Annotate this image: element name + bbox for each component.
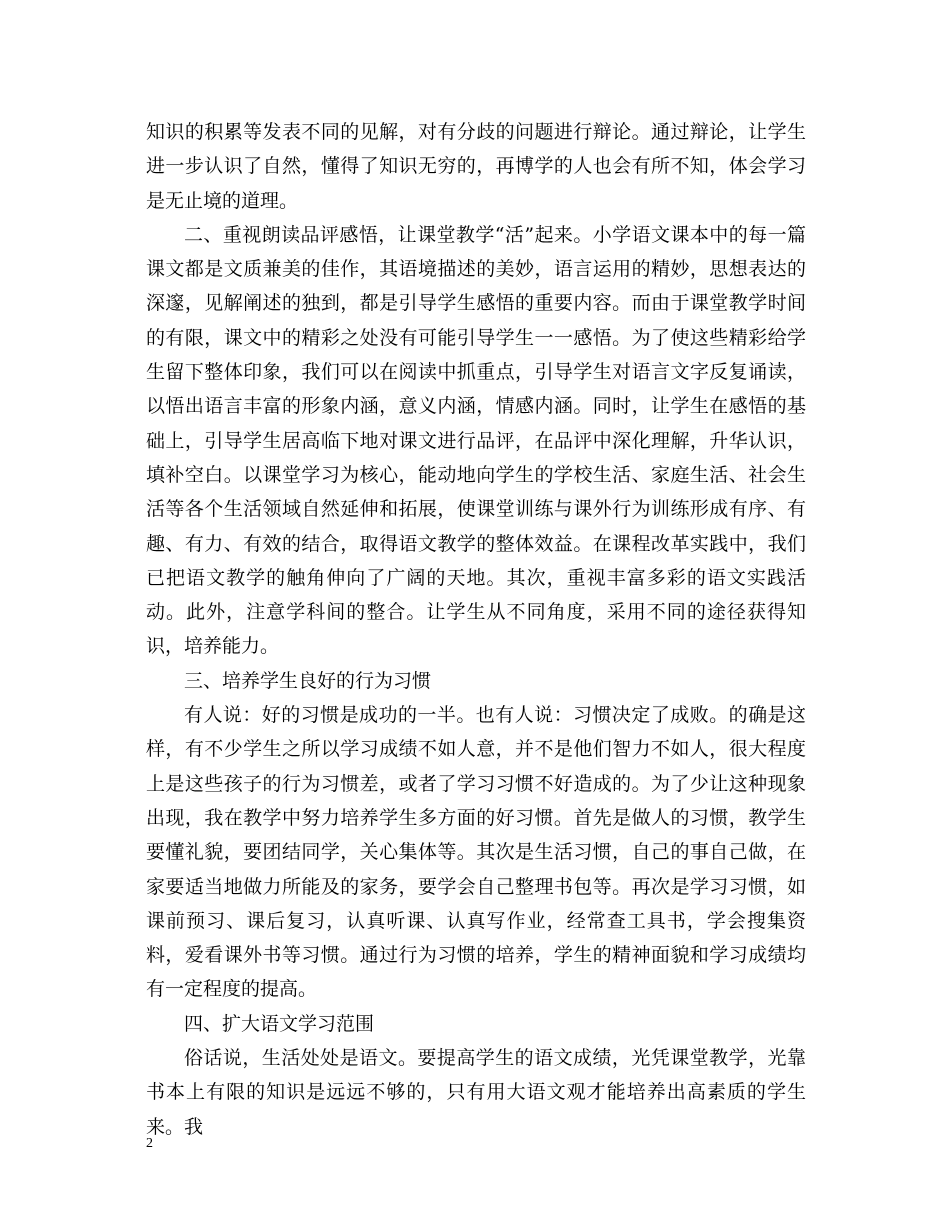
document-body bbox=[146, 115, 806, 1144]
paragraph-habits: 有人说：好的习惯是成功的一半。也有人说：习惯决定了成败。的确是这样，有不少学生之所以学习成绩不如人意，并不是他们智力不如人，很大程度上是这些孩子的行为习惯差，或者了学习习惯不好造成的。为了少让这种现象出现，我在教学中努力培养学生多方面的好习惯。首先是做人的习惯，教学生要懂礼貌，要团结同学，关心集体等。其次是生活习惯，自己的事自己做，在家要适当地做力所能及的家务，要学会自己整理书包等。再次是学习习惯，如课前预习、课后复习，认真听课、认真写作业，经常查工具书，学会搜集资料，爱看课外书等习惯。通过行为习惯的培养，学生的精神面貌和学习成绩均有一定程度的提高。 bbox=[146, 704, 806, 1001]
paragraph-continuation: 知识的积累等发表不同的见解，对有分歧的问题进行辩论。通过辩论，让学生进一步认识了自然，懂得了知识无穷的，再博学的人也会有所不知，体会学习是无止境的道理。 bbox=[146, 121, 806, 212]
paragraph-section-two: 二、重视朗读品评感悟，让课堂教学“活”起来。小学语文课本中的每一篇课文都是文质兼美的佳作，其语境描述的美妙，语言运用的精妙，思想表达的深邃，见解阐述的独到，都是引导学生感悟的重要内容。而由于课堂教学时间的有限，课文中的精彩之处没有可能引导学生一一感悟。为了使这些精彩给学生留下整体印象，我们可以在阅读中抓重点，引导学生对语言文字反复诵读，以悟出语言丰富的形象内涵，意义内涵，情感内涵。同时，让学生在感悟的基础上，引导学生居高临下地对课文进行品评，在品评中深化理解，升华认识，填补空白。以课堂学习为核心，能动地向学生的学校生活、家庭生活、社会生活等各个生活领域自然延伸和拓展，使课堂训练与课外行为训练形成有序、有趣、有力、有效的结合，取得语文教学的整体效益。在课程改革实践中，我们已把语文教学的触角伸向了广阔的天地。其次，重视丰富多彩的语文实践活动。此外，注意学科间的整合。让学生从不同角度，采用不同的途径获得知识，培养能力。 bbox=[146, 223, 806, 658]
heading-section-four: 四、扩大语文学习范围 bbox=[184, 1012, 375, 1035]
page-number: 2 bbox=[146, 1136, 153, 1151]
heading-section-three: 三、培养学生良好的行为习惯 bbox=[184, 669, 432, 692]
paragraph-scope: 俗话说，生活处处是语文。要提高学生的语文成绩，光凭课堂教学，光靠书本上有限的知识是远远不够的，只有用大语文观才能培养出高素质的学生来。我 bbox=[146, 1047, 806, 1138]
